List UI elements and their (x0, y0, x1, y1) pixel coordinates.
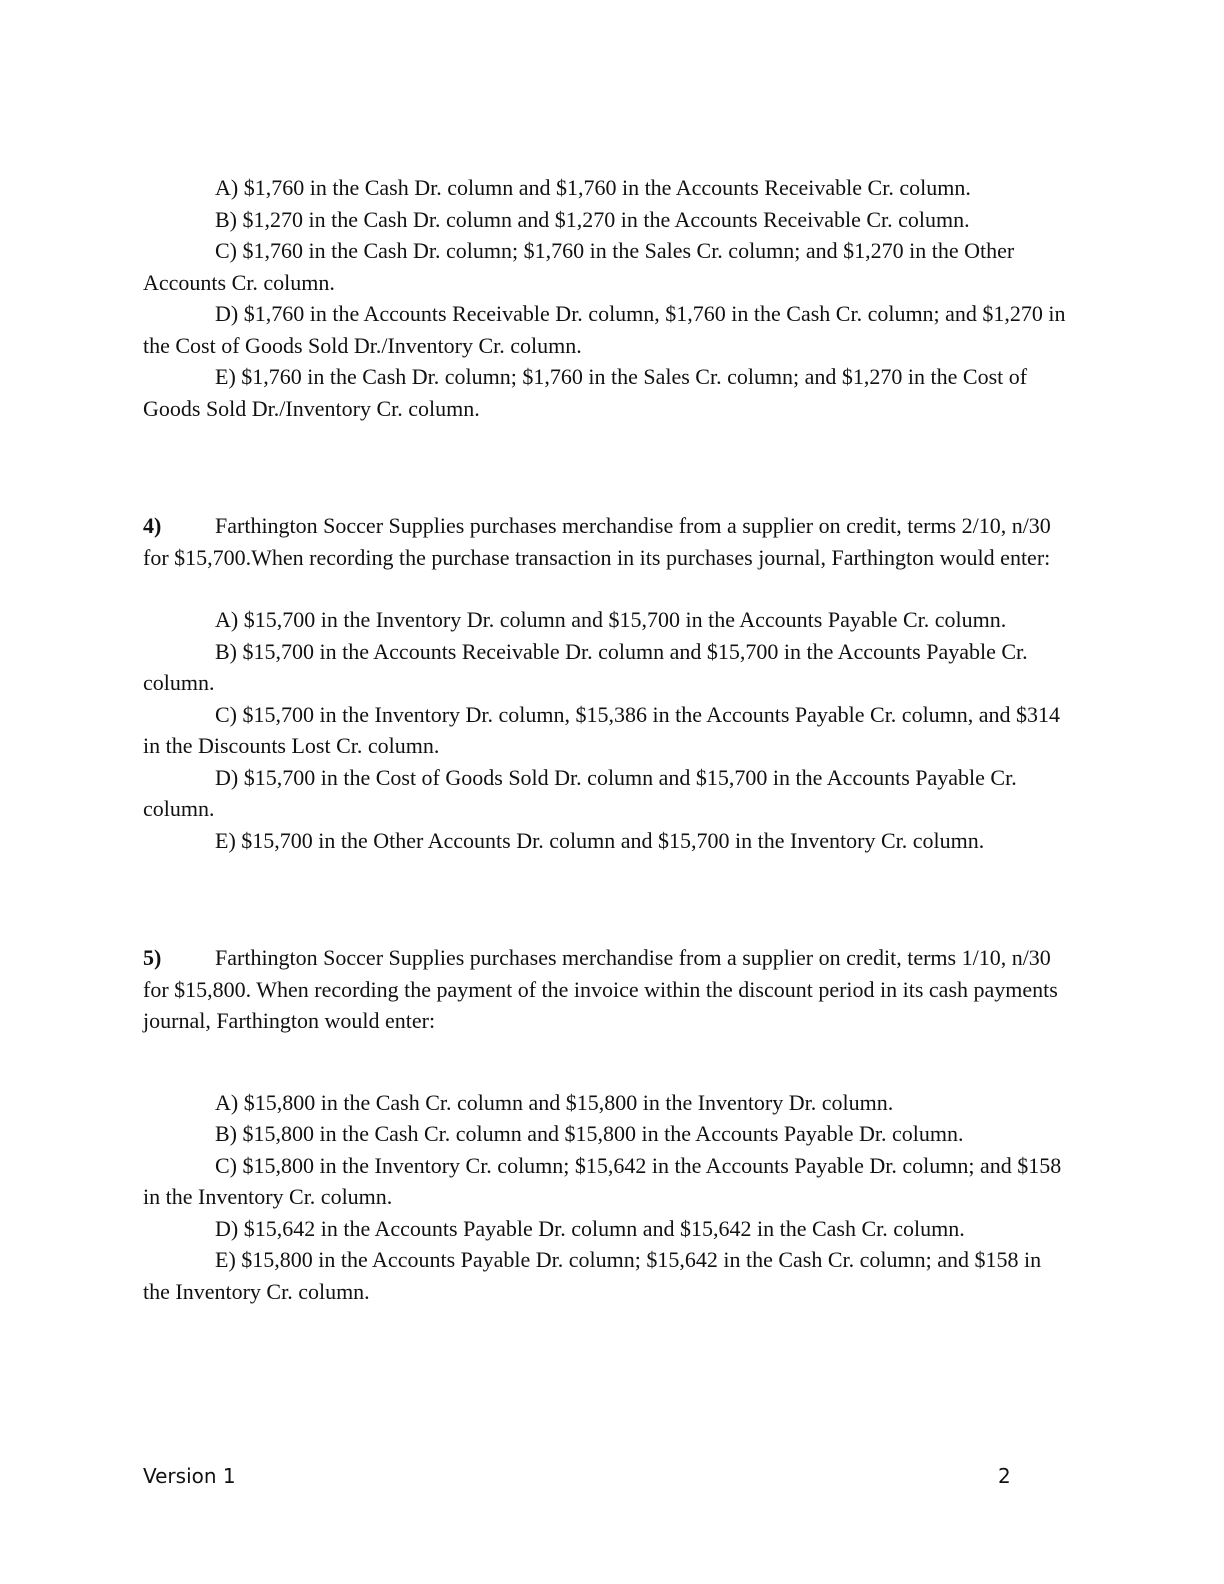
question-5-text: Farthington Soccer Supplies purchases merchandise from a supplier on credit, terms 1/10, n/30 for $15,800. When recording the payment of the invoice within the discount period in its cash payments journal, Farthington would enter: (143, 945, 1058, 1033)
page-content (143, 172, 1073, 1307)
question-5-stem (143, 942, 1073, 1037)
option-a: A) $1,760 in the Cash Dr. column and $1,760 in the Accounts Receivable Cr. column. (215, 175, 971, 200)
option-b: B) $15,800 in the Cash Cr. column and $15,800 in the Accounts Payable Dr. column. (215, 1121, 964, 1146)
question-4-text: Farthington Soccer Supplies purchases merchandise from a supplier on credit, terms 2/10, n/30 for $15,700.When recording the purchase transaction in its purchases journal, Farthington would enter: (143, 513, 1051, 570)
option-b: B) $1,270 in the Cash Dr. column and $1,270 in the Accounts Receivable Cr. column. (215, 206, 970, 232)
question-4-stem (143, 510, 1073, 573)
option-e: E) $1,760 in the Cash Dr. column; $1,760 in the Sales Cr. column; and $1,270 in the Cost of Goods Sold Dr./Inventory Cr. column. (143, 364, 1028, 421)
question-5-number: 5) (143, 945, 162, 970)
question-4-options (143, 604, 1073, 856)
question-5-options (143, 1087, 1073, 1308)
option-c: C) $1,760 in the Cash Dr. column; $1,760 in the Sales Cr. column; and $1,270 in the Other Accounts Cr. column. (143, 238, 1015, 295)
option-d: D) $1,760 in the Accounts Receivable Dr. column, $1,760 in the Cash Cr. column; and $1,270 in the Cost of Goods Sold Dr./Inventory Cr. column. (143, 301, 1066, 358)
option-e: E) $15,800 in the Accounts Payable Dr. column; $15,642 in the Cash Cr. column; and $158 in the Inventory Cr. column. (143, 1247, 1042, 1304)
option-e: E) $15,700 in the Other Accounts Dr. column and $15,700 in the Inventory Cr. column. (215, 827, 985, 853)
option-d: D) $15,700 in the Cost of Goods Sold Dr. column and $15,700 in the Accounts Payable Cr. column. (143, 764, 1017, 821)
previous-question-options (143, 172, 1073, 424)
option-d: D) $15,642 in the Accounts Payable Dr. column and $15,642 in the Cash Cr. column. (215, 1215, 965, 1241)
question-4-number: 4) (143, 513, 162, 538)
footer-page-number: 2 (998, 1464, 1011, 1488)
option-b: B) $15,700 in the Accounts Receivable Dr. column and $15,700 in the Accounts Payable Cr. column. (143, 638, 1028, 695)
option-a: A) $15,800 in the Cash Cr. column and $15,800 in the Inventory Dr. column. (215, 1089, 894, 1115)
option-c: C) $15,700 in the Inventory Dr. column, $15,386 in the Accounts Payable Cr. column, and $314 in the Discounts Lost Cr. column. (143, 701, 1061, 758)
option-c: C) $15,800 in the Inventory Cr. column; $15,642 in the Accounts Payable Dr. column; and $158 in the Inventory Cr. column. (143, 1152, 1062, 1209)
footer-version: Version 1 (143, 1464, 236, 1488)
option-a: A) $15,700 in the Inventory Dr. column and $15,700 in the Accounts Payable Cr. column. (215, 607, 1007, 632)
question-5 (143, 942, 1073, 1307)
question-4 (143, 510, 1073, 856)
